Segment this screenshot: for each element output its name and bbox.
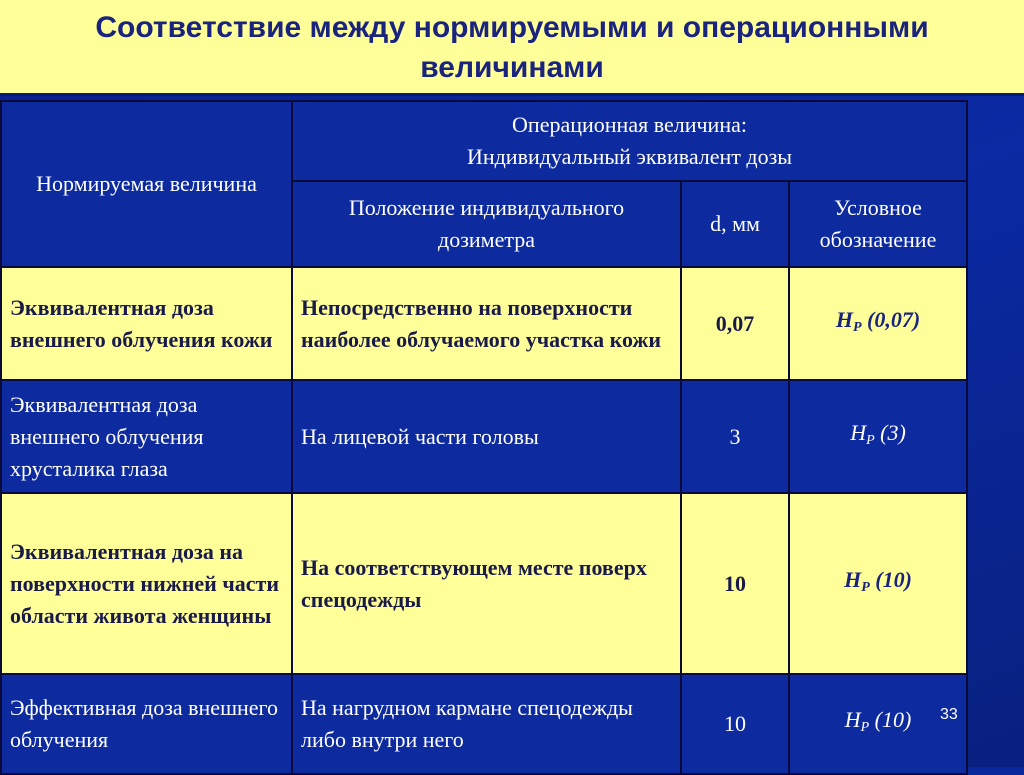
row-position: На соответствующем месте поверх спецодежды — [292, 493, 681, 674]
header-operational-line1: Операционная величина: — [512, 112, 747, 137]
row-position: Непосредственно на поверхности наиболее облучаемого участка кожи — [292, 267, 681, 380]
row-depth: 10 — [681, 493, 789, 674]
row-position: На лицевой части головы — [292, 380, 681, 493]
row-symbol — [789, 380, 967, 493]
symbol-main: H — [850, 419, 867, 445]
row-depth: 0,07 — [681, 267, 789, 380]
table-row — [1, 267, 967, 380]
symbol-sub: P — [861, 579, 870, 595]
symbol-main: H — [844, 707, 861, 732]
header-dosimeter-position: Положение индивидуального дозиметра — [292, 181, 681, 267]
row-symbol — [789, 674, 967, 774]
header-operational-quantity — [292, 101, 967, 181]
row-quantity: Эквивалентная доза на поверхности нижней части области живота женщины — [1, 493, 292, 674]
row-symbol — [789, 493, 967, 674]
symbol-arg: (10) — [869, 707, 912, 732]
dose-correspondence-table — [0, 100, 968, 775]
symbol-arg: (10) — [869, 566, 912, 592]
symbol-arg: (0,07) — [861, 306, 921, 332]
symbol-main: H — [844, 566, 862, 592]
header-depth: d, мм — [681, 181, 789, 267]
table-row — [1, 380, 967, 493]
header-symbol: Условное обозначение — [789, 181, 967, 267]
header-normalized-quantity: Нормируемая величина — [1, 101, 292, 267]
table-row — [1, 674, 967, 774]
row-depth: 10 — [681, 674, 789, 774]
page-number: 33 — [940, 706, 958, 723]
symbol-main: H — [835, 306, 853, 332]
row-quantity: Эквивалентная доза внешнего облучения хрусталика глаза — [1, 380, 292, 493]
row-quantity: Эффективная доза внешнего облучения — [1, 674, 292, 774]
symbol-arg: (3) — [874, 419, 906, 445]
symbol-sub: P — [866, 432, 875, 448]
row-depth: 3 — [681, 380, 789, 493]
title-divider — [0, 93, 1024, 96]
slide-title: Соответствие между нормируемыми и операционными величинами — [95, 11, 929, 84]
table-row — [1, 493, 967, 674]
symbol-sub: P — [860, 720, 870, 735]
header-operational-line2: Индивидуальный эквивалент дозы — [466, 144, 793, 169]
row-quantity: Эквивалентная доза внешнего облучения кожи — [1, 267, 292, 380]
row-position: На нагрудном кармане спецодежды либо внутри него — [292, 674, 681, 774]
row-symbol — [789, 267, 967, 380]
symbol-sub: P — [852, 319, 862, 335]
